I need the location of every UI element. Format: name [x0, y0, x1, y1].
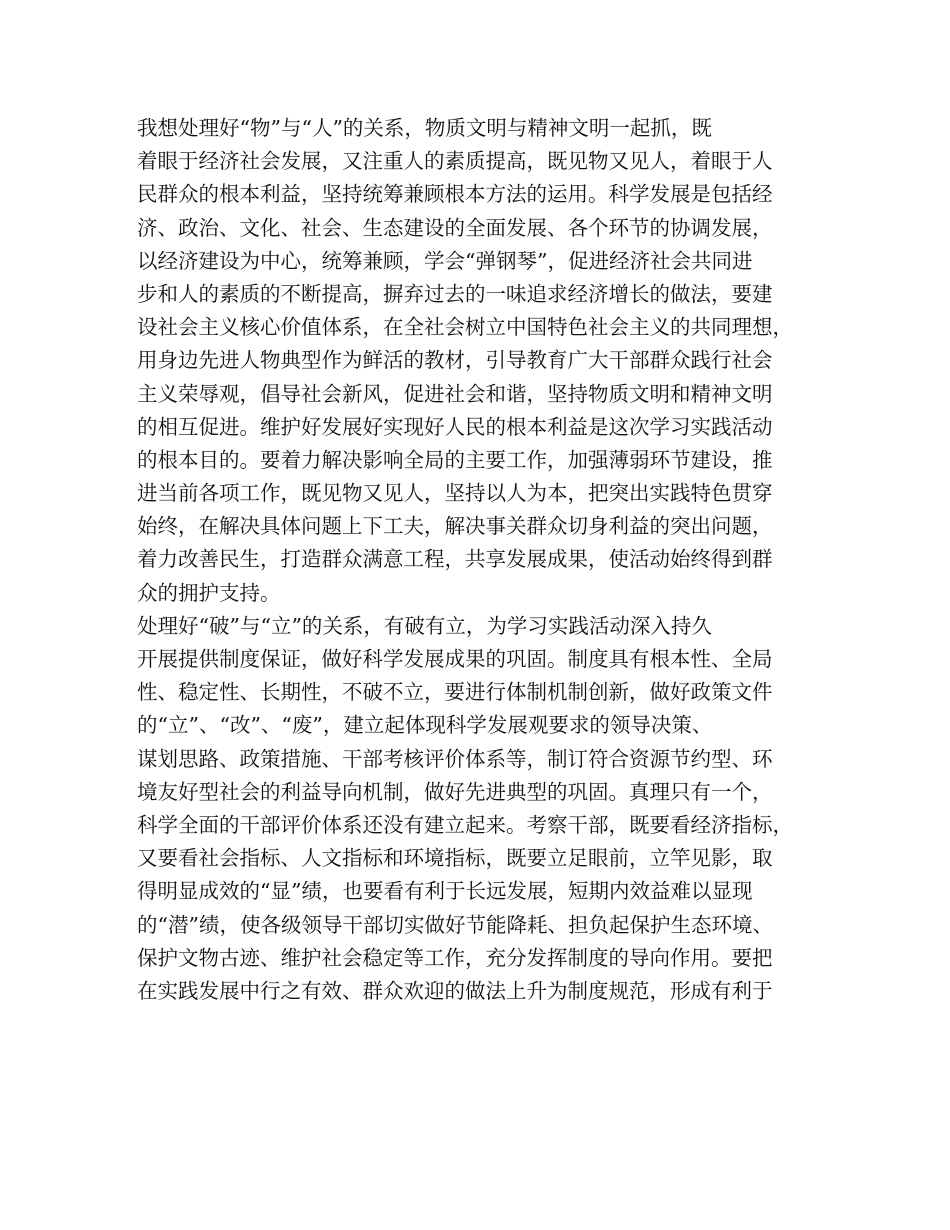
body-text [137, 112, 827, 1008]
text-line: 用身边先进人物典型作为鲜活的教材，引导教育广大干部群众践行社会 [137, 348, 773, 373]
text-line: 进当前各项工作，既见物又见人，坚持以人为本，把突出实践特色贯穿 [137, 481, 773, 506]
text-line: 着眼于经济社会发展，又注重人的素质提高，既见物又见人，着眼于人 [137, 149, 773, 174]
text-line: 民群众的根本利益，坚持统筹兼顾根本方法的运用。科学发展是包括经 [137, 182, 773, 207]
text-line: 众的拥护支持。 [137, 580, 281, 605]
text-line: 我想处理好“物”与“人”的关系，物质文明与精神文明一起抓，既 [137, 116, 712, 140]
text-line: 处理好“破”与“立”的关系，有破有立，为学习实践活动深入持久 [137, 613, 712, 638]
text-line: 境友好型社会的利益导向机制，做好先进典型的巩固。真理只有一个， [137, 779, 773, 804]
text-line: 科学全面的干部评价体系还没有建立起来。考察干部，既要看经济指标， [137, 812, 793, 837]
text-line: 主义荣辱观，倡导社会新风，促进社会和谐，坚持物质文明和精神文明 [137, 381, 773, 406]
text-line: 的“潜”绩，使各级领导干部切实做好节能降耗、担负起保护生态环境、 [137, 912, 773, 937]
text-line: 性、稳定性、长期性，不破不立，要进行体制机制创新，做好政策文件 [137, 680, 773, 705]
text-line: 着力改善民生，打造群众满意工程，共享发展成果，使活动始终得到群 [137, 547, 773, 572]
text-line: 始终，在解决具体问题上下工夫，解决事关群众切身利益的突出问题， [137, 514, 773, 539]
text-line: 的根本目的。要着力解决影响全局的主要工作，加强薄弱环节建设，推 [137, 447, 773, 472]
text-line: 开展提供制度保证，做好科学发展成果的巩固。制度具有根本性、全局 [137, 647, 773, 671]
text-line: 的“立”、“改”、“废”，建立起体现科学发展观要求的领导决策、 [137, 713, 713, 738]
text-line: 谋划思路、政策措施、干部考核评价体系等，制订符合资源节约型、环 [137, 746, 773, 771]
text-line: 在实践发展中行之有效、群众欢迎的做法上升为制度规范，形成有利于 [137, 978, 773, 1003]
text-line: 的相互促进。维护好发展好实现好人民的根本利益是这次学习实践活动 [137, 414, 773, 439]
text-line: 设社会主义核心价值体系，在全社会树立中国特色社会主义的共同理想， [137, 315, 793, 340]
text-line: 济、政治、文化、社会、生态建设的全面发展、各个环节的协调发展， [137, 215, 773, 240]
text-line: 得明显成效的“显”绩，也要看有利于长远发展，短期内效益难以显现 [137, 879, 753, 904]
text-line: 步和人的素质的不断提高，摒弃过去的一味追求经济增长的做法，要建 [137, 281, 773, 306]
text-line: 又要看社会指标、人文指标和环境指标，既要立足眼前，立竿见影，取 [137, 846, 773, 871]
text-line: 保护文物古迹、维护社会稳定等工作，充分发挥制度的导向作用。要把 [137, 945, 773, 970]
text-line: 以经济建设为中心，统筹兼顾，学会“弹钢琴”，促进经济社会共同进 [137, 248, 753, 273]
